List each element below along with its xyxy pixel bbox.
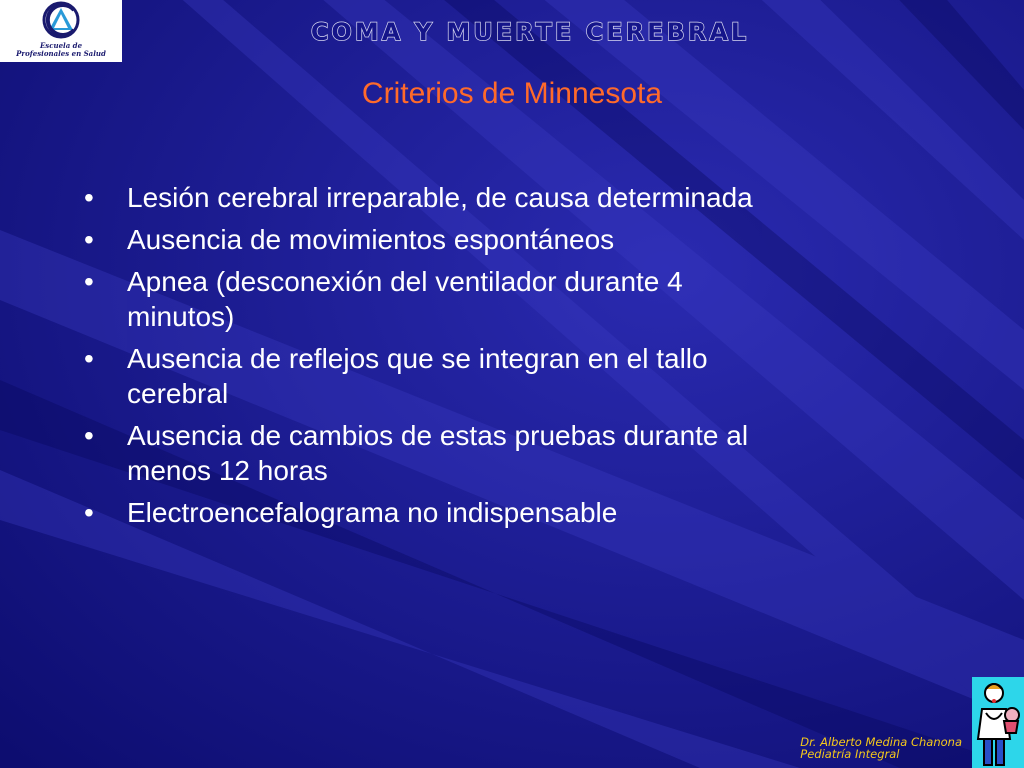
- slide-subtitle: Criterios de Minnesota: [361, 77, 663, 110]
- slide-title: COMA Y MUERTE CEREBRAL: [310, 18, 750, 46]
- doctor-clipart: [972, 677, 1024, 768]
- bullet-icon: •: [84, 266, 94, 297]
- bullet-text: Ausencia de reflejos que se integran en el tallo: [127, 343, 708, 374]
- bullet-text: Ausencia de cambios de estas pruebas durante al: [127, 420, 749, 451]
- criteria-list: [84, 180, 884, 537]
- list-item: [84, 180, 884, 215]
- author-name: Dr. Alberto Medina Chanona: [800, 735, 962, 749]
- logo-caption: [0, 42, 122, 58]
- bullet-icon: •: [84, 497, 94, 528]
- school-logo: [0, 0, 122, 62]
- bullet-icon: •: [84, 182, 94, 213]
- list-item: [84, 418, 884, 488]
- bullet-text-continued: cerebral: [127, 378, 229, 409]
- doctor-figure-icon: [972, 677, 1024, 768]
- bullet-text: Electroencefalograma no indispensable: [127, 497, 618, 528]
- bullet-text: Ausencia de movimientos espontáneos: [127, 224, 615, 255]
- bullet-icon: •: [84, 420, 94, 451]
- bullet-text-continued: minutos): [127, 301, 235, 332]
- bullet-text: Apnea (desconexión del ventilador durante 4: [127, 266, 683, 297]
- logo-line-1: Escuela de: [39, 41, 83, 50]
- footer-credit: [800, 736, 962, 760]
- list-item: [84, 222, 884, 257]
- subject-name: Pediatría Integral: [800, 747, 900, 761]
- bullet-text: Lesión cerebral irreparable, de causa determinada: [127, 182, 753, 213]
- logo-line-2: Profesionales en Salud: [16, 49, 106, 58]
- bullet-text-continued: menos 12 horas: [127, 455, 328, 486]
- bullet-icon: •: [84, 224, 94, 255]
- list-item: [84, 495, 884, 530]
- logo-mark-icon: [0, 0, 122, 44]
- list-item: [84, 264, 884, 334]
- bullet-icon: •: [84, 343, 94, 374]
- list-item: [84, 341, 884, 411]
